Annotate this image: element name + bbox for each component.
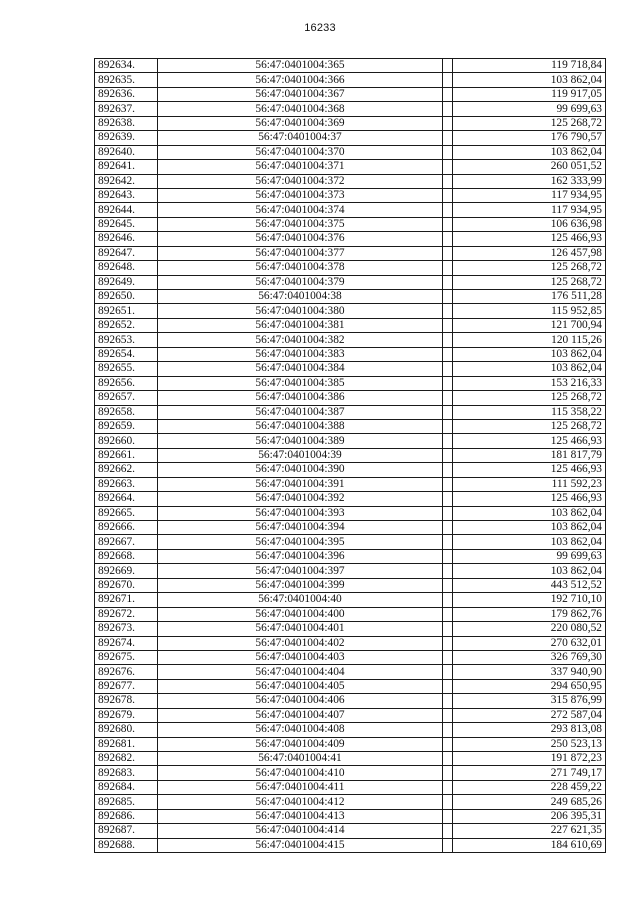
table-row — [95, 838, 606, 852]
cadastral-number-cell: 56:47:0401004:403 — [158, 650, 443, 664]
cadastral-number-cell: 56:47:0401004:414 — [158, 824, 443, 838]
row-number-cell: 892661. — [95, 448, 158, 462]
column-gap — [443, 232, 453, 246]
cadastral-number-cell: 56:47:0401004:378 — [158, 261, 443, 275]
cadastral-number-cell: 56:47:0401004:37 — [158, 131, 443, 145]
cadastral-value-cell: 103 862,04 — [453, 564, 606, 578]
column-gap — [443, 116, 453, 130]
cadastral-value-table — [94, 58, 606, 853]
row-number-cell: 892636. — [95, 87, 158, 101]
table-row — [95, 73, 606, 87]
cadastral-number-cell: 56:47:0401004:396 — [158, 549, 443, 563]
row-number-cell: 892657. — [95, 391, 158, 405]
column-gap — [443, 347, 453, 361]
column-gap — [443, 318, 453, 332]
table-row — [95, 535, 606, 549]
table-row — [95, 246, 606, 260]
column-gap — [443, 203, 453, 217]
cadastral-value-cell: 125 268,72 — [453, 391, 606, 405]
column-gap — [443, 824, 453, 838]
row-number-cell: 892681. — [95, 737, 158, 751]
cadastral-value-cell: 227 621,35 — [453, 824, 606, 838]
row-number-cell: 892651. — [95, 304, 158, 318]
row-number-cell: 892677. — [95, 679, 158, 693]
cadastral-number-cell: 56:47:0401004:379 — [158, 275, 443, 289]
table-row — [95, 217, 606, 231]
row-number-cell: 892660. — [95, 434, 158, 448]
row-number-cell: 892646. — [95, 232, 158, 246]
cadastral-value-cell: 125 268,72 — [453, 275, 606, 289]
row-number-cell: 892643. — [95, 188, 158, 202]
column-gap — [443, 838, 453, 852]
cadastral-value-cell: 103 862,04 — [453, 535, 606, 549]
table-row — [95, 116, 606, 130]
cadastral-value-cell: 125 268,72 — [453, 116, 606, 130]
column-gap — [443, 448, 453, 462]
column-gap — [443, 622, 453, 636]
row-number-cell: 892679. — [95, 708, 158, 722]
cadastral-value-cell: 125 466,93 — [453, 434, 606, 448]
column-gap — [443, 694, 453, 708]
row-number-cell: 892668. — [95, 549, 158, 563]
column-gap — [443, 463, 453, 477]
cadastral-value-cell: 103 862,04 — [453, 506, 606, 520]
table-row — [95, 622, 606, 636]
cadastral-number-cell: 56:47:0401004:389 — [158, 434, 443, 448]
cadastral-number-cell: 56:47:0401004:390 — [158, 463, 443, 477]
column-gap — [443, 752, 453, 766]
table-body — [95, 59, 606, 853]
cadastral-value-cell: 220 080,52 — [453, 622, 606, 636]
table-row — [95, 607, 606, 621]
column-gap — [443, 188, 453, 202]
table-row — [95, 391, 606, 405]
row-number-cell: 892658. — [95, 405, 158, 419]
cadastral-number-cell: 56:47:0401004:377 — [158, 246, 443, 260]
cadastral-number-cell: 56:47:0401004:413 — [158, 809, 443, 823]
cadastral-number-cell: 56:47:0401004:373 — [158, 188, 443, 202]
table-row — [95, 160, 606, 174]
row-number-cell: 892635. — [95, 73, 158, 87]
row-number-cell: 892634. — [95, 59, 158, 73]
cadastral-value-cell: 117 934,95 — [453, 203, 606, 217]
cadastral-value-cell: 115 358,22 — [453, 405, 606, 419]
table-row — [95, 723, 606, 737]
cadastral-number-cell: 56:47:0401004:383 — [158, 347, 443, 361]
row-number-cell: 892644. — [95, 203, 158, 217]
table-row — [95, 290, 606, 304]
cadastral-value-cell: 126 457,98 — [453, 246, 606, 260]
cadastral-number-cell: 56:47:0401004:405 — [158, 679, 443, 693]
row-number-cell: 892671. — [95, 593, 158, 607]
column-gap — [443, 477, 453, 491]
table-row — [95, 593, 606, 607]
row-number-cell: 892647. — [95, 246, 158, 260]
column-gap — [443, 102, 453, 116]
cadastral-number-cell: 56:47:0401004:385 — [158, 376, 443, 390]
cadastral-value-cell: 294 650,95 — [453, 679, 606, 693]
row-number-cell: 892667. — [95, 535, 158, 549]
cadastral-value-cell: 125 466,93 — [453, 492, 606, 506]
cadastral-value-cell: 293 813,08 — [453, 723, 606, 737]
table-row — [95, 203, 606, 217]
row-number-cell: 892665. — [95, 506, 158, 520]
cadastral-value-cell: 176 511,28 — [453, 290, 606, 304]
table-row — [95, 564, 606, 578]
cadastral-number-cell: 56:47:0401004:404 — [158, 665, 443, 679]
row-number-cell: 892675. — [95, 650, 158, 664]
table-row — [95, 650, 606, 664]
cadastral-value-cell: 260 051,52 — [453, 160, 606, 174]
column-gap — [443, 174, 453, 188]
cadastral-value-cell: 103 862,04 — [453, 347, 606, 361]
cadastral-value-cell: 115 952,85 — [453, 304, 606, 318]
cadastral-number-cell: 56:47:0401004:399 — [158, 578, 443, 592]
row-number-cell: 892669. — [95, 564, 158, 578]
row-number-cell: 892683. — [95, 766, 158, 780]
table-row — [95, 376, 606, 390]
cadastral-value-cell: 120 115,26 — [453, 333, 606, 347]
table-row — [95, 477, 606, 491]
cadastral-value-cell: 99 699,63 — [453, 549, 606, 563]
cadastral-value-cell: 153 216,33 — [453, 376, 606, 390]
cadastral-number-cell: 56:47:0401004:375 — [158, 217, 443, 231]
column-gap — [443, 73, 453, 87]
cadastral-value-cell: 121 700,94 — [453, 318, 606, 332]
cadastral-value-cell: 111 592,23 — [453, 477, 606, 491]
column-gap — [443, 290, 453, 304]
table-row — [95, 188, 606, 202]
column-gap — [443, 679, 453, 693]
cadastral-value-cell: 192 710,10 — [453, 593, 606, 607]
table-row — [95, 405, 606, 419]
table-row — [95, 665, 606, 679]
column-gap — [443, 607, 453, 621]
row-number-cell: 892641. — [95, 160, 158, 174]
cadastral-value-cell: 315 876,99 — [453, 694, 606, 708]
cadastral-number-cell: 56:47:0401004:387 — [158, 405, 443, 419]
cadastral-number-cell: 56:47:0401004:367 — [158, 87, 443, 101]
cadastral-value-cell: 270 632,01 — [453, 636, 606, 650]
row-number-cell: 892676. — [95, 665, 158, 679]
cadastral-number-cell: 56:47:0401004:401 — [158, 622, 443, 636]
cadastral-value-cell: 125 268,72 — [453, 419, 606, 433]
table-row — [95, 419, 606, 433]
column-gap — [443, 650, 453, 664]
table-row — [95, 506, 606, 520]
cadastral-number-cell: 56:47:0401004:366 — [158, 73, 443, 87]
cadastral-value-cell: 271 749,17 — [453, 766, 606, 780]
table-row — [95, 809, 606, 823]
table-row — [95, 521, 606, 535]
cadastral-value-cell: 179 862,76 — [453, 607, 606, 621]
cadastral-value-cell: 106 636,98 — [453, 217, 606, 231]
column-gap — [443, 217, 453, 231]
table-row — [95, 275, 606, 289]
row-number-cell: 892685. — [95, 795, 158, 809]
row-number-cell: 892686. — [95, 809, 158, 823]
table-row — [95, 780, 606, 794]
cadastral-value-cell: 103 862,04 — [453, 362, 606, 376]
cadastral-value-cell: 99 699,63 — [453, 102, 606, 116]
row-number-cell: 892642. — [95, 174, 158, 188]
column-gap — [443, 362, 453, 376]
row-number-cell: 892673. — [95, 622, 158, 636]
table-row — [95, 232, 606, 246]
column-gap — [443, 636, 453, 650]
column-gap — [443, 766, 453, 780]
table-row — [95, 492, 606, 506]
table-row — [95, 549, 606, 563]
page-number: 16233 — [304, 22, 336, 34]
column-gap — [443, 506, 453, 520]
column-gap — [443, 145, 453, 159]
row-number-cell: 892655. — [95, 362, 158, 376]
row-number-cell: 892654. — [95, 347, 158, 361]
table-row — [95, 824, 606, 838]
table-row — [95, 434, 606, 448]
cadastral-number-cell: 56:47:0401004:412 — [158, 795, 443, 809]
cadastral-number-cell: 56:47:0401004:381 — [158, 318, 443, 332]
cadastral-number-cell: 56:47:0401004:409 — [158, 737, 443, 751]
cadastral-value-cell: 103 862,04 — [453, 73, 606, 87]
cadastral-value-cell: 443 512,52 — [453, 578, 606, 592]
column-gap — [443, 535, 453, 549]
row-number-cell: 892649. — [95, 275, 158, 289]
column-gap — [443, 521, 453, 535]
column-gap — [443, 723, 453, 737]
cadastral-number-cell: 56:47:0401004:384 — [158, 362, 443, 376]
column-gap — [443, 737, 453, 751]
cadastral-number-cell: 56:47:0401004:400 — [158, 607, 443, 621]
cadastral-number-cell: 56:47:0401004:411 — [158, 780, 443, 794]
row-number-cell: 892645. — [95, 217, 158, 231]
table-row — [95, 362, 606, 376]
row-number-cell: 892678. — [95, 694, 158, 708]
cadastral-value-cell: 162 333,99 — [453, 174, 606, 188]
table-row — [95, 448, 606, 462]
table-row — [95, 261, 606, 275]
row-number-cell: 892650. — [95, 290, 158, 304]
table-row — [95, 679, 606, 693]
column-gap — [443, 160, 453, 174]
cadastral-value-cell: 250 523,13 — [453, 737, 606, 751]
cadastral-number-cell: 56:47:0401004:395 — [158, 535, 443, 549]
row-number-cell: 892656. — [95, 376, 158, 390]
cadastral-number-cell: 56:47:0401004:39 — [158, 448, 443, 462]
cadastral-value-cell: 249 685,26 — [453, 795, 606, 809]
cadastral-number-cell: 56:47:0401004:369 — [158, 116, 443, 130]
table-row — [95, 708, 606, 722]
cadastral-number-cell: 56:47:0401004:391 — [158, 477, 443, 491]
cadastral-value-cell: 103 862,04 — [453, 521, 606, 535]
table-row — [95, 636, 606, 650]
row-number-cell: 892680. — [95, 723, 158, 737]
cadastral-number-cell: 56:47:0401004:38 — [158, 290, 443, 304]
table-row — [95, 102, 606, 116]
row-number-cell: 892663. — [95, 477, 158, 491]
cadastral-number-cell: 56:47:0401004:41 — [158, 752, 443, 766]
cadastral-number-cell: 56:47:0401004:40 — [158, 593, 443, 607]
table-row — [95, 145, 606, 159]
table-row — [95, 694, 606, 708]
row-number-cell: 892639. — [95, 131, 158, 145]
table-row — [95, 318, 606, 332]
cadastral-number-cell: 56:47:0401004:370 — [158, 145, 443, 159]
column-gap — [443, 275, 453, 289]
column-gap — [443, 246, 453, 260]
cadastral-number-cell: 56:47:0401004:410 — [158, 766, 443, 780]
row-number-cell: 892684. — [95, 780, 158, 794]
cadastral-value-cell: 206 395,31 — [453, 809, 606, 823]
cadastral-number-cell: 56:47:0401004:380 — [158, 304, 443, 318]
cadastral-number-cell: 56:47:0401004:406 — [158, 694, 443, 708]
column-gap — [443, 665, 453, 679]
row-number-cell: 892688. — [95, 838, 158, 852]
column-gap — [443, 59, 453, 73]
table-row — [95, 737, 606, 751]
table-row — [95, 752, 606, 766]
table-row — [95, 766, 606, 780]
row-number-cell: 892659. — [95, 419, 158, 433]
row-number-cell: 892637. — [95, 102, 158, 116]
column-gap — [443, 809, 453, 823]
cadastral-number-cell: 56:47:0401004:397 — [158, 564, 443, 578]
row-number-cell: 892672. — [95, 607, 158, 621]
cadastral-number-cell: 56:47:0401004:407 — [158, 708, 443, 722]
column-gap — [443, 795, 453, 809]
row-number-cell: 892638. — [95, 116, 158, 130]
cadastral-number-cell: 56:47:0401004:393 — [158, 506, 443, 520]
column-gap — [443, 578, 453, 592]
column-gap — [443, 564, 453, 578]
row-number-cell: 892653. — [95, 333, 158, 347]
cadastral-value-cell: 125 466,93 — [453, 232, 606, 246]
cadastral-number-cell: 56:47:0401004:365 — [158, 59, 443, 73]
column-gap — [443, 304, 453, 318]
cadastral-value-cell: 117 934,95 — [453, 188, 606, 202]
cadastral-number-cell: 56:47:0401004:372 — [158, 174, 443, 188]
table-row — [95, 59, 606, 73]
column-gap — [443, 405, 453, 419]
cadastral-value-cell: 228 459,22 — [453, 780, 606, 794]
cadastral-value-cell: 184 610,69 — [453, 838, 606, 852]
column-gap — [443, 549, 453, 563]
row-number-cell: 892687. — [95, 824, 158, 838]
table-row — [95, 174, 606, 188]
column-gap — [443, 391, 453, 405]
cadastral-number-cell: 56:47:0401004:386 — [158, 391, 443, 405]
row-number-cell: 892664. — [95, 492, 158, 506]
cadastral-number-cell: 56:47:0401004:368 — [158, 102, 443, 116]
cadastral-number-cell: 56:47:0401004:392 — [158, 492, 443, 506]
cadastral-value-cell: 125 268,72 — [453, 261, 606, 275]
cadastral-number-cell: 56:47:0401004:415 — [158, 838, 443, 852]
cadastral-value-cell: 125 466,93 — [453, 463, 606, 477]
column-gap — [443, 708, 453, 722]
cadastral-number-cell: 56:47:0401004:376 — [158, 232, 443, 246]
table-row — [95, 333, 606, 347]
table-row — [95, 87, 606, 101]
cadastral-value-cell: 181 817,79 — [453, 448, 606, 462]
column-gap — [443, 434, 453, 448]
row-number-cell: 892670. — [95, 578, 158, 592]
row-number-cell: 892662. — [95, 463, 158, 477]
cadastral-value-cell: 272 587,04 — [453, 708, 606, 722]
cadastral-number-cell: 56:47:0401004:402 — [158, 636, 443, 650]
row-number-cell: 892648. — [95, 261, 158, 275]
cadastral-number-cell: 56:47:0401004:371 — [158, 160, 443, 174]
row-number-cell: 892666. — [95, 521, 158, 535]
table-row — [95, 795, 606, 809]
column-gap — [443, 131, 453, 145]
row-number-cell: 892640. — [95, 145, 158, 159]
table-row — [95, 304, 606, 318]
cadastral-number-cell: 56:47:0401004:408 — [158, 723, 443, 737]
cadastral-value-cell: 103 862,04 — [453, 145, 606, 159]
table-row — [95, 463, 606, 477]
cadastral-value-cell: 176 790,57 — [453, 131, 606, 145]
cadastral-number-cell: 56:47:0401004:394 — [158, 521, 443, 535]
column-gap — [443, 593, 453, 607]
column-gap — [443, 780, 453, 794]
table-row — [95, 578, 606, 592]
table-row — [95, 131, 606, 145]
column-gap — [443, 87, 453, 101]
column-gap — [443, 333, 453, 347]
column-gap — [443, 419, 453, 433]
table-row — [95, 347, 606, 361]
row-number-cell: 892674. — [95, 636, 158, 650]
cadastral-value-cell: 191 872,23 — [453, 752, 606, 766]
column-gap — [443, 376, 453, 390]
cadastral-number-cell: 56:47:0401004:382 — [158, 333, 443, 347]
cadastral-value-cell: 119 718,84 — [453, 59, 606, 73]
column-gap — [443, 261, 453, 275]
cadastral-value-cell: 326 769,30 — [453, 650, 606, 664]
cadastral-value-cell: 337 940,90 — [453, 665, 606, 679]
column-gap — [443, 492, 453, 506]
row-number-cell: 892682. — [95, 752, 158, 766]
row-number-cell: 892652. — [95, 318, 158, 332]
cadastral-number-cell: 56:47:0401004:374 — [158, 203, 443, 217]
cadastral-number-cell: 56:47:0401004:388 — [158, 419, 443, 433]
cadastral-value-cell: 119 917,05 — [453, 87, 606, 101]
